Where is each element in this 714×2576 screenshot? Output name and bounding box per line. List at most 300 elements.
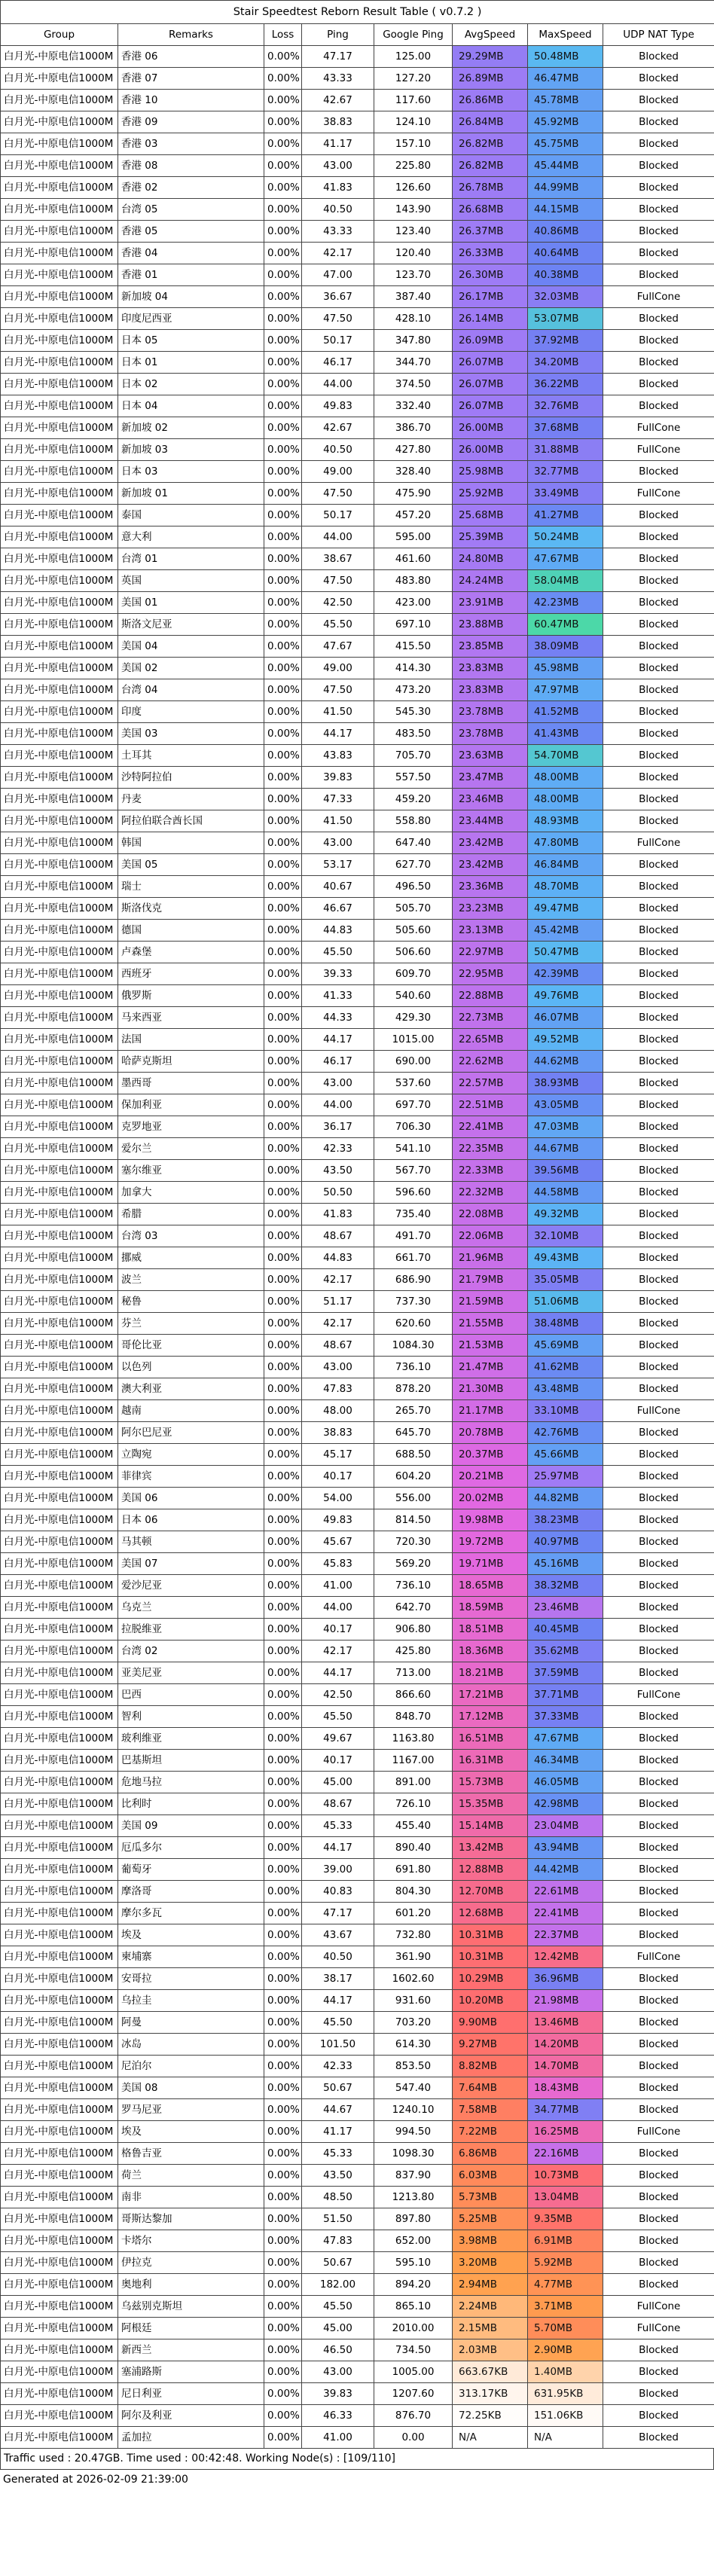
col-header-avg-speed: AvgSpeed bbox=[453, 24, 528, 46]
cell-remarks: 秘鲁 bbox=[118, 1291, 264, 1313]
cell-remarks: 澳大利亚 bbox=[118, 1378, 264, 1400]
table-row bbox=[1, 1662, 714, 1684]
cell-avg-speed: 22.65MB bbox=[453, 1029, 528, 1051]
table-row bbox=[1, 2296, 714, 2318]
cell-ping: 47.17 bbox=[302, 1903, 374, 1924]
cell-ping: 41.83 bbox=[302, 1204, 374, 1225]
table-row bbox=[1, 767, 714, 789]
cell-loss: 0.00% bbox=[264, 636, 302, 658]
cell-loss: 0.00% bbox=[264, 1750, 302, 1772]
cell-max-speed: 50.48MB bbox=[528, 46, 603, 68]
cell-google-ping: 691.80 bbox=[374, 1859, 453, 1881]
table-row bbox=[1, 920, 714, 942]
cell-max-speed: 47.80MB bbox=[528, 832, 603, 854]
cell-group: 白月光-中原电信1000M bbox=[1, 221, 118, 243]
cell-max-speed: 18.43MB bbox=[528, 2077, 603, 2099]
cell-ping: 53.17 bbox=[302, 854, 374, 876]
cell-group: 白月光-中原电信1000M bbox=[1, 1116, 118, 1138]
cell-google-ping: 545.30 bbox=[374, 701, 453, 723]
cell-avg-speed: N/A bbox=[453, 2427, 528, 2449]
cell-max-speed: 22.41MB bbox=[528, 1903, 603, 1924]
cell-group: 白月光-中原电信1000M bbox=[1, 1597, 118, 1619]
cell-loss: 0.00% bbox=[264, 2034, 302, 2056]
cell-loss: 0.00% bbox=[264, 701, 302, 723]
cell-avg-speed: 12.68MB bbox=[453, 1903, 528, 1924]
col-header-max-speed: MaxSpeed bbox=[528, 24, 603, 46]
cell-max-speed: 53.07MB bbox=[528, 308, 603, 330]
cell-remarks: 日本 05 bbox=[118, 330, 264, 352]
cell-group: 白月光-中原电信1000M bbox=[1, 2296, 118, 2318]
cell-avg-speed: 23.78MB bbox=[453, 723, 528, 745]
cell-remarks: 西班牙 bbox=[118, 963, 264, 985]
cell-max-speed: 41.52MB bbox=[528, 701, 603, 723]
cell-udp-nat-type: Blocked bbox=[603, 1793, 714, 1815]
cell-avg-speed: 15.14MB bbox=[453, 1815, 528, 1837]
cell-group: 白月光-中原电信1000M bbox=[1, 395, 118, 417]
cell-google-ping: 894.20 bbox=[374, 2274, 453, 2296]
cell-max-speed: 58.04MB bbox=[528, 570, 603, 592]
cell-remarks: 冰岛 bbox=[118, 2034, 264, 2056]
cell-group: 白月光-中原电信1000M bbox=[1, 243, 118, 264]
cell-group: 白月光-中原电信1000M bbox=[1, 570, 118, 592]
cell-avg-speed: 22.06MB bbox=[453, 1225, 528, 1247]
cell-udp-nat-type: Blocked bbox=[603, 1641, 714, 1662]
col-header-remarks: Remarks bbox=[118, 24, 264, 46]
cell-loss: 0.00% bbox=[264, 920, 302, 942]
table-row bbox=[1, 505, 714, 526]
cell-udp-nat-type: Blocked bbox=[603, 1007, 714, 1029]
cell-loss: 0.00% bbox=[264, 1553, 302, 1575]
table-row bbox=[1, 2274, 714, 2296]
cell-udp-nat-type: Blocked bbox=[603, 1182, 714, 1204]
cell-ping: 44.67 bbox=[302, 2099, 374, 2121]
cell-max-speed: 5.70MB bbox=[528, 2318, 603, 2339]
cell-max-speed: 42.76MB bbox=[528, 1422, 603, 1444]
cell-max-speed: 44.42MB bbox=[528, 1859, 603, 1881]
cell-google-ping: 642.70 bbox=[374, 1597, 453, 1619]
cell-group: 白月光-中原电信1000M bbox=[1, 2383, 118, 2405]
cell-ping: 47.50 bbox=[302, 570, 374, 592]
cell-loss: 0.00% bbox=[264, 614, 302, 636]
cell-remarks: 卢森堡 bbox=[118, 942, 264, 963]
cell-ping: 44.17 bbox=[302, 1029, 374, 1051]
cell-google-ping: 897.80 bbox=[374, 2208, 453, 2230]
cell-ping: 49.83 bbox=[302, 395, 374, 417]
cell-ping: 46.17 bbox=[302, 352, 374, 374]
cell-group: 白月光-中原电信1000M bbox=[1, 1094, 118, 1116]
cell-udp-nat-type: Blocked bbox=[603, 2252, 714, 2274]
cell-google-ping: 461.60 bbox=[374, 548, 453, 570]
cell-max-speed: 35.62MB bbox=[528, 1641, 603, 1662]
cell-avg-speed: 23.23MB bbox=[453, 898, 528, 920]
cell-google-ping: 688.50 bbox=[374, 1444, 453, 1466]
cell-group: 白月光-中原电信1000M bbox=[1, 133, 118, 155]
cell-loss: 0.00% bbox=[264, 1378, 302, 1400]
cell-group: 白月光-中原电信1000M bbox=[1, 1903, 118, 1924]
table-row bbox=[1, 308, 714, 330]
cell-group: 白月光-中原电信1000M bbox=[1, 1444, 118, 1466]
cell-group: 白月光-中原电信1000M bbox=[1, 658, 118, 679]
cell-max-speed: 4.77MB bbox=[528, 2274, 603, 2296]
cell-avg-speed: 26.37MB bbox=[453, 221, 528, 243]
cell-loss: 0.00% bbox=[264, 1007, 302, 1029]
cell-max-speed: 40.64MB bbox=[528, 243, 603, 264]
cell-avg-speed: 18.51MB bbox=[453, 1619, 528, 1641]
cell-remarks: 玻利维亚 bbox=[118, 1728, 264, 1750]
cell-max-speed: 43.05MB bbox=[528, 1094, 603, 1116]
table-row bbox=[1, 2339, 714, 2361]
cell-udp-nat-type: FullCone bbox=[603, 1684, 714, 1706]
cell-max-speed: 46.84MB bbox=[528, 854, 603, 876]
cell-google-ping: 386.70 bbox=[374, 417, 453, 439]
cell-ping: 43.33 bbox=[302, 68, 374, 90]
cell-google-ping: 1098.30 bbox=[374, 2143, 453, 2165]
cell-google-ping: 713.00 bbox=[374, 1662, 453, 1684]
cell-google-ping: 2010.00 bbox=[374, 2318, 453, 2339]
cell-udp-nat-type: Blocked bbox=[603, 2165, 714, 2187]
cell-loss: 0.00% bbox=[264, 286, 302, 308]
cell-google-ping: 620.60 bbox=[374, 1313, 453, 1335]
cell-google-ping: 601.20 bbox=[374, 1903, 453, 1924]
cell-remarks: 泰国 bbox=[118, 505, 264, 526]
cell-loss: 0.00% bbox=[264, 1291, 302, 1313]
cell-remarks: 马其顿 bbox=[118, 1531, 264, 1553]
table-row bbox=[1, 810, 714, 832]
cell-loss: 0.00% bbox=[264, 1116, 302, 1138]
cell-ping: 40.17 bbox=[302, 1619, 374, 1641]
cell-max-speed: 42.39MB bbox=[528, 963, 603, 985]
cell-remarks: 伊拉克 bbox=[118, 2252, 264, 2274]
cell-group: 白月光-中原电信1000M bbox=[1, 308, 118, 330]
cell-avg-speed: 13.42MB bbox=[453, 1837, 528, 1859]
cell-max-speed: 631.95KB bbox=[528, 2383, 603, 2405]
cell-ping: 40.50 bbox=[302, 1946, 374, 1968]
cell-max-speed: 44.82MB bbox=[528, 1488, 603, 1509]
cell-udp-nat-type: Blocked bbox=[603, 810, 714, 832]
cell-max-speed: 22.37MB bbox=[528, 1924, 603, 1946]
cell-avg-speed: 22.51MB bbox=[453, 1094, 528, 1116]
cell-google-ping: 848.70 bbox=[374, 1706, 453, 1728]
table-row bbox=[1, 417, 714, 439]
table-row bbox=[1, 2165, 714, 2187]
cell-remarks: 香港 05 bbox=[118, 221, 264, 243]
cell-ping: 39.33 bbox=[302, 963, 374, 985]
table-row bbox=[1, 1204, 714, 1225]
table-row bbox=[1, 199, 714, 221]
cell-udp-nat-type: Blocked bbox=[603, 2077, 714, 2099]
cell-udp-nat-type: Blocked bbox=[603, 461, 714, 483]
cell-google-ping: 567.70 bbox=[374, 1160, 453, 1182]
cell-avg-speed: 26.00MB bbox=[453, 439, 528, 461]
cell-google-ping: 265.70 bbox=[374, 1400, 453, 1422]
cell-loss: 0.00% bbox=[264, 2427, 302, 2449]
cell-remarks: 美国 08 bbox=[118, 2077, 264, 2099]
cell-udp-nat-type: Blocked bbox=[603, 636, 714, 658]
cell-udp-nat-type: Blocked bbox=[603, 330, 714, 352]
cell-ping: 50.67 bbox=[302, 2252, 374, 2274]
cell-google-ping: 726.10 bbox=[374, 1793, 453, 1815]
cell-udp-nat-type: FullCone bbox=[603, 2296, 714, 2318]
cell-udp-nat-type: Blocked bbox=[603, 745, 714, 767]
cell-max-speed: 22.61MB bbox=[528, 1881, 603, 1903]
cell-loss: 0.00% bbox=[264, 1247, 302, 1269]
cell-loss: 0.00% bbox=[264, 1073, 302, 1094]
cell-udp-nat-type: FullCone bbox=[603, 286, 714, 308]
cell-avg-speed: 26.86MB bbox=[453, 90, 528, 111]
cell-max-speed: 16.25MB bbox=[528, 2121, 603, 2143]
cell-group: 白月光-中原电信1000M bbox=[1, 461, 118, 483]
cell-avg-speed: 26.89MB bbox=[453, 68, 528, 90]
table-row bbox=[1, 723, 714, 745]
cell-ping: 41.17 bbox=[302, 133, 374, 155]
cell-udp-nat-type: Blocked bbox=[603, 1662, 714, 1684]
cell-group: 白月光-中原电信1000M bbox=[1, 2165, 118, 2187]
cell-ping: 47.50 bbox=[302, 308, 374, 330]
cell-google-ping: 428.10 bbox=[374, 308, 453, 330]
cell-max-speed: 39.56MB bbox=[528, 1160, 603, 1182]
cell-group: 白月光-中原电信1000M bbox=[1, 330, 118, 352]
cell-udp-nat-type: FullCone bbox=[603, 1400, 714, 1422]
cell-group: 白月光-中原电信1000M bbox=[1, 592, 118, 614]
cell-group: 白月光-中原电信1000M bbox=[1, 2056, 118, 2077]
table-row bbox=[1, 374, 714, 395]
cell-loss: 0.00% bbox=[264, 1400, 302, 1422]
cell-remarks: 卡塔尔 bbox=[118, 2230, 264, 2252]
cell-google-ping: 1005.00 bbox=[374, 2361, 453, 2383]
cell-ping: 43.00 bbox=[302, 1357, 374, 1378]
cell-google-ping: 361.90 bbox=[374, 1946, 453, 1968]
cell-google-ping: 459.20 bbox=[374, 789, 453, 810]
cell-avg-speed: 2.03MB bbox=[453, 2339, 528, 2361]
cell-avg-speed: 23.85MB bbox=[453, 636, 528, 658]
cell-ping: 50.50 bbox=[302, 1182, 374, 1204]
cell-group: 白月光-中原电信1000M bbox=[1, 417, 118, 439]
cell-udp-nat-type: Blocked bbox=[603, 1444, 714, 1466]
cell-udp-nat-type: Blocked bbox=[603, 1029, 714, 1051]
cell-remarks: 韩国 bbox=[118, 832, 264, 854]
cell-udp-nat-type: Blocked bbox=[603, 1116, 714, 1138]
cell-remarks: 台湾 04 bbox=[118, 679, 264, 701]
table-row bbox=[1, 2099, 714, 2121]
cell-avg-speed: 26.78MB bbox=[453, 177, 528, 199]
cell-avg-speed: 26.07MB bbox=[453, 374, 528, 395]
cell-loss: 0.00% bbox=[264, 679, 302, 701]
cell-ping: 182.00 bbox=[302, 2274, 374, 2296]
cell-avg-speed: 663.67KB bbox=[453, 2361, 528, 2383]
cell-google-ping: 483.50 bbox=[374, 723, 453, 745]
table-row bbox=[1, 1182, 714, 1204]
cell-google-ping: 732.80 bbox=[374, 1924, 453, 1946]
cell-udp-nat-type: Blocked bbox=[603, 942, 714, 963]
table-row bbox=[1, 1313, 714, 1335]
cell-udp-nat-type: Blocked bbox=[603, 1990, 714, 2012]
table-row bbox=[1, 636, 714, 658]
cell-ping: 45.50 bbox=[302, 1706, 374, 1728]
cell-max-speed: 48.93MB bbox=[528, 810, 603, 832]
cell-avg-speed: 23.91MB bbox=[453, 592, 528, 614]
cell-ping: 42.67 bbox=[302, 90, 374, 111]
table-row bbox=[1, 2361, 714, 2383]
cell-remarks: 台湾 05 bbox=[118, 199, 264, 221]
cell-loss: 0.00% bbox=[264, 2230, 302, 2252]
cell-remarks: 埃及 bbox=[118, 1924, 264, 1946]
cell-avg-speed: 8.82MB bbox=[453, 2056, 528, 2077]
cell-google-ping: 878.20 bbox=[374, 1378, 453, 1400]
cell-group: 白月光-中原电信1000M bbox=[1, 1073, 118, 1094]
cell-udp-nat-type: Blocked bbox=[603, 1815, 714, 1837]
cell-remarks: 台湾 02 bbox=[118, 1641, 264, 1662]
cell-google-ping: 647.40 bbox=[374, 832, 453, 854]
cell-ping: 44.17 bbox=[302, 1837, 374, 1859]
cell-loss: 0.00% bbox=[264, 1924, 302, 1946]
table-body bbox=[1, 46, 714, 2449]
cell-remarks: 土耳其 bbox=[118, 745, 264, 767]
cell-udp-nat-type: Blocked bbox=[603, 592, 714, 614]
cell-max-speed: N/A bbox=[528, 2427, 603, 2449]
cell-max-speed: 37.68MB bbox=[528, 417, 603, 439]
cell-google-ping: 736.10 bbox=[374, 1357, 453, 1378]
cell-remarks: 美国 02 bbox=[118, 658, 264, 679]
cell-ping: 43.50 bbox=[302, 2165, 374, 2187]
cell-udp-nat-type: Blocked bbox=[603, 2383, 714, 2405]
cell-group: 白月光-中原电信1000M bbox=[1, 1575, 118, 1597]
cell-google-ping: 596.60 bbox=[374, 1182, 453, 1204]
cell-udp-nat-type: Blocked bbox=[603, 1903, 714, 1924]
cell-group: 白月光-中原电信1000M bbox=[1, 1269, 118, 1291]
cell-google-ping: 569.20 bbox=[374, 1553, 453, 1575]
cell-group: 白月光-中原电信1000M bbox=[1, 286, 118, 308]
cell-remarks: 新加坡 02 bbox=[118, 417, 264, 439]
cell-ping: 46.50 bbox=[302, 2339, 374, 2361]
cell-ping: 38.83 bbox=[302, 111, 374, 133]
cell-group: 白月光-中原电信1000M bbox=[1, 1509, 118, 1531]
cell-loss: 0.00% bbox=[264, 1029, 302, 1051]
cell-google-ping: 1163.80 bbox=[374, 1728, 453, 1750]
table-row bbox=[1, 1575, 714, 1597]
cell-avg-speed: 3.98MB bbox=[453, 2230, 528, 2252]
cell-max-speed: 47.67MB bbox=[528, 548, 603, 570]
cell-avg-speed: 2.15MB bbox=[453, 2318, 528, 2339]
cell-loss: 0.00% bbox=[264, 2208, 302, 2230]
cell-group: 白月光-中原电信1000M bbox=[1, 942, 118, 963]
cell-udp-nat-type: Blocked bbox=[603, 1509, 714, 1531]
cell-group: 白月光-中原电信1000M bbox=[1, 1225, 118, 1247]
table-row bbox=[1, 745, 714, 767]
table-row bbox=[1, 1815, 714, 1837]
cell-group: 白月光-中原电信1000M bbox=[1, 264, 118, 286]
cell-remarks: 沙特阿拉伯 bbox=[118, 767, 264, 789]
cell-loss: 0.00% bbox=[264, 1466, 302, 1488]
cell-google-ping: 123.70 bbox=[374, 264, 453, 286]
cell-ping: 41.50 bbox=[302, 701, 374, 723]
table-row bbox=[1, 133, 714, 155]
cell-ping: 42.33 bbox=[302, 1138, 374, 1160]
cell-max-speed: 42.98MB bbox=[528, 1793, 603, 1815]
table-row bbox=[1, 221, 714, 243]
cell-group: 白月光-中原电信1000M bbox=[1, 723, 118, 745]
cell-avg-speed: 22.41MB bbox=[453, 1116, 528, 1138]
cell-ping: 43.00 bbox=[302, 832, 374, 854]
cell-ping: 42.17 bbox=[302, 243, 374, 264]
cell-udp-nat-type: Blocked bbox=[603, 1772, 714, 1793]
col-header-udp-nat-type: UDP NAT Type bbox=[603, 24, 714, 46]
cell-loss: 0.00% bbox=[264, 1575, 302, 1597]
cell-remarks: 美国 04 bbox=[118, 636, 264, 658]
cell-ping: 41.33 bbox=[302, 985, 374, 1007]
cell-loss: 0.00% bbox=[264, 133, 302, 155]
cell-udp-nat-type: Blocked bbox=[603, 1378, 714, 1400]
cell-avg-speed: 16.31MB bbox=[453, 1750, 528, 1772]
cell-remarks: 香港 06 bbox=[118, 46, 264, 68]
cell-udp-nat-type: FullCone bbox=[603, 483, 714, 505]
cell-udp-nat-type: Blocked bbox=[603, 1138, 714, 1160]
cell-group: 白月光-中原电信1000M bbox=[1, 1160, 118, 1182]
cell-google-ping: 814.50 bbox=[374, 1509, 453, 1531]
cell-udp-nat-type: Blocked bbox=[603, 2056, 714, 2077]
cell-remarks: 比利时 bbox=[118, 1793, 264, 1815]
table-row bbox=[1, 876, 714, 898]
cell-google-ping: 734.50 bbox=[374, 2339, 453, 2361]
cell-udp-nat-type: Blocked bbox=[603, 1488, 714, 1509]
cell-group: 白月光-中原电信1000M bbox=[1, 2208, 118, 2230]
cell-loss: 0.00% bbox=[264, 876, 302, 898]
cell-remarks: 美国 03 bbox=[118, 723, 264, 745]
cell-loss: 0.00% bbox=[264, 68, 302, 90]
cell-avg-speed: 19.72MB bbox=[453, 1531, 528, 1553]
cell-udp-nat-type: Blocked bbox=[603, 2339, 714, 2361]
cell-loss: 0.00% bbox=[264, 745, 302, 767]
cell-loss: 0.00% bbox=[264, 570, 302, 592]
cell-google-ping: 126.60 bbox=[374, 177, 453, 199]
cell-avg-speed: 22.88MB bbox=[453, 985, 528, 1007]
cell-ping: 45.50 bbox=[302, 942, 374, 963]
cell-google-ping: 876.70 bbox=[374, 2405, 453, 2427]
cell-max-speed: 40.38MB bbox=[528, 264, 603, 286]
cell-remarks: 香港 10 bbox=[118, 90, 264, 111]
cell-udp-nat-type: Blocked bbox=[603, 876, 714, 898]
cell-remarks: 美国 06 bbox=[118, 1488, 264, 1509]
cell-max-speed: 42.23MB bbox=[528, 592, 603, 614]
cell-udp-nat-type: Blocked bbox=[603, 177, 714, 199]
cell-group: 白月光-中原电信1000M bbox=[1, 832, 118, 854]
cell-remarks: 阿尔巴尼亚 bbox=[118, 1422, 264, 1444]
cell-loss: 0.00% bbox=[264, 1793, 302, 1815]
cell-group: 白月光-中原电信1000M bbox=[1, 1335, 118, 1357]
table-row bbox=[1, 2252, 714, 2274]
cell-group: 白月光-中原电信1000M bbox=[1, 898, 118, 920]
cell-google-ping: 652.00 bbox=[374, 2230, 453, 2252]
cell-max-speed: 40.97MB bbox=[528, 1531, 603, 1553]
cell-loss: 0.00% bbox=[264, 2143, 302, 2165]
cell-avg-speed: 23.88MB bbox=[453, 614, 528, 636]
table-row bbox=[1, 155, 714, 177]
cell-google-ping: 1240.10 bbox=[374, 2099, 453, 2121]
cell-remarks: 日本 03 bbox=[118, 461, 264, 483]
cell-group: 白月光-中原电信1000M bbox=[1, 2143, 118, 2165]
cell-remarks: 乌克兰 bbox=[118, 1597, 264, 1619]
table-row bbox=[1, 592, 714, 614]
cell-loss: 0.00% bbox=[264, 221, 302, 243]
cell-udp-nat-type: Blocked bbox=[603, 2143, 714, 2165]
cell-google-ping: 1084.30 bbox=[374, 1335, 453, 1357]
cell-group: 白月光-中原电信1000M bbox=[1, 2034, 118, 2056]
cell-ping: 49.83 bbox=[302, 1509, 374, 1531]
cell-google-ping: 627.70 bbox=[374, 854, 453, 876]
cell-avg-speed: 26.33MB bbox=[453, 243, 528, 264]
cell-max-speed: 49.52MB bbox=[528, 1029, 603, 1051]
cell-remarks: 保加利亚 bbox=[118, 1094, 264, 1116]
cell-loss: 0.00% bbox=[264, 111, 302, 133]
